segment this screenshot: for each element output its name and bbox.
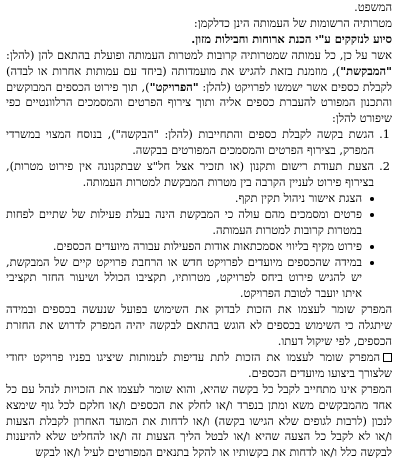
item-text: הצעת תעודת רישום ותקנון (או תזכיר אצל חל"צ שבתקנונה אין פירוט מטרות), בצירוף פירוט לעניין הקרבה בין מטרות המבקשת למטרות העמותה. xyxy=(6,159,374,189)
paragraph-applicants-middle: ), מוזמנת בזאת להגיש את מועמדותה (ביחד עם עמותות אחרות או לבדה) לקבלת כספים אשר ישמשו לפרויקט (להלן: xyxy=(6,63,392,94)
paragraph-reservations: המפרק אינו מתחייב לקבל כל בקשה שהיא, והוא שומר לעצמו את הזכויות לנהל עם כל אחד מהמבקשים משא ומתן בנפרד ו/או לחלק את הכספים ו/או חלקם לכל גוף שימצא לנכון (לרבות לגופים שלא הגישו בקשה) ו/או לדחות את המועד האחרון לקבלת הצעות ו/או לא לקבל כל הצעה שהיא ו/או לבטל הליך הצעות זה ו/או להחליט שלא להיענות לבקשה כלל ו/או לדחות את בקשותיו או להקל בתנאים המפורטים לעיל ו/או לבקש xyxy=(6,381,392,460)
bullet-dot-icon xyxy=(370,245,374,249)
numbered-item xyxy=(6,127,390,159)
item-number: 2. xyxy=(379,159,390,174)
paragraph-applicants-before: אשר על כן, כל עמותה שמטרותיה קרובות למטרות העמותה ופועלת בהתאם להן (להלן: xyxy=(6,47,392,62)
paragraph-usage-review: המפרק שומר לעצמו את הזכות לבדוק את השימוש בפועל שנעשה בכספים ובמידה שיתגלה כי השימוש בכספים לא הוגש בהתאם לבקשה יהיה המפרק לדרוש את החזרת הכספים, לפי שיקול דעתו. xyxy=(6,302,392,349)
term-applicant: "המבקשת" xyxy=(340,63,392,78)
numbered-requirements xyxy=(6,127,392,191)
bullet-dot-icon xyxy=(370,213,374,217)
bullet-dot-icon xyxy=(370,261,374,265)
square-bullet-icon xyxy=(383,353,392,362)
paragraph-priority-text: המפרק שומר לעצמו את הזכות לתת עדיפות לעמותות שיציגו בפניו פרויקט יחודי שלצורך ביצועו מיועדים הכספים. xyxy=(6,349,392,380)
paragraph-applicants-after: ), תוך פירוט הכספים המבוקשים והתכנון המפורט להעברת כספים אליה ותוך צירוף הפרטים והמסמכים הרלוונטיים כפי שיפורט להלן: xyxy=(6,79,392,126)
bullet-text: במידה שהכספים מיועדים לפרויקט חדש או הרחבת פרויקט קיים של המבקשת, יש להגיש פירוט ביחס לפרויקט, מטרותיו, תקציבו הכולל ושיעור החזר תקציבי איתו יועבר לטובת הפרויקט. xyxy=(6,254,362,301)
bullet-item xyxy=(6,207,362,239)
intro-title: מטרותיה הרשומות של העמותה הינן כדלקמן: xyxy=(193,15,392,30)
paragraph-priority xyxy=(6,350,392,382)
bullet-item xyxy=(6,239,362,255)
intro-emphasis: סיוע לנזקקים ע"י הכנת ארוחות וחבילות מזון. xyxy=(191,31,392,46)
bullet-text: פירוט מקיף בליווי אסמכתאות אודות הפעילות עבורה מיועדים הכספים. xyxy=(52,238,362,253)
term-project: "הפרויקט" xyxy=(149,79,199,94)
bullet-item xyxy=(6,191,362,207)
bullet-dot-icon xyxy=(370,197,374,201)
bullet-requirements xyxy=(6,191,392,302)
bullet-text: פרטים ומסמכים מהם עולה כי המבקשת הינה בעלת פעילות של שתיים לפחות במטרות קרובות למטרות העמותה. xyxy=(6,206,362,237)
bullet-text: הצגת אישור ניהול תקין תקף. xyxy=(234,190,362,205)
top-fragment: המשפט. xyxy=(354,0,392,14)
item-number: 1. xyxy=(379,127,390,142)
paragraph-applicants xyxy=(6,48,392,128)
item-text: הגשת בקשה לקבלת כספים והתחייבות (להלן: "הבקשה"), בנוסח המצוי במשרדי המפרק, בצירוף הפרטים והמסמכים המפורטים בבקשה. xyxy=(6,127,374,158)
bullet-item xyxy=(6,255,362,303)
numbered-item xyxy=(6,159,390,191)
